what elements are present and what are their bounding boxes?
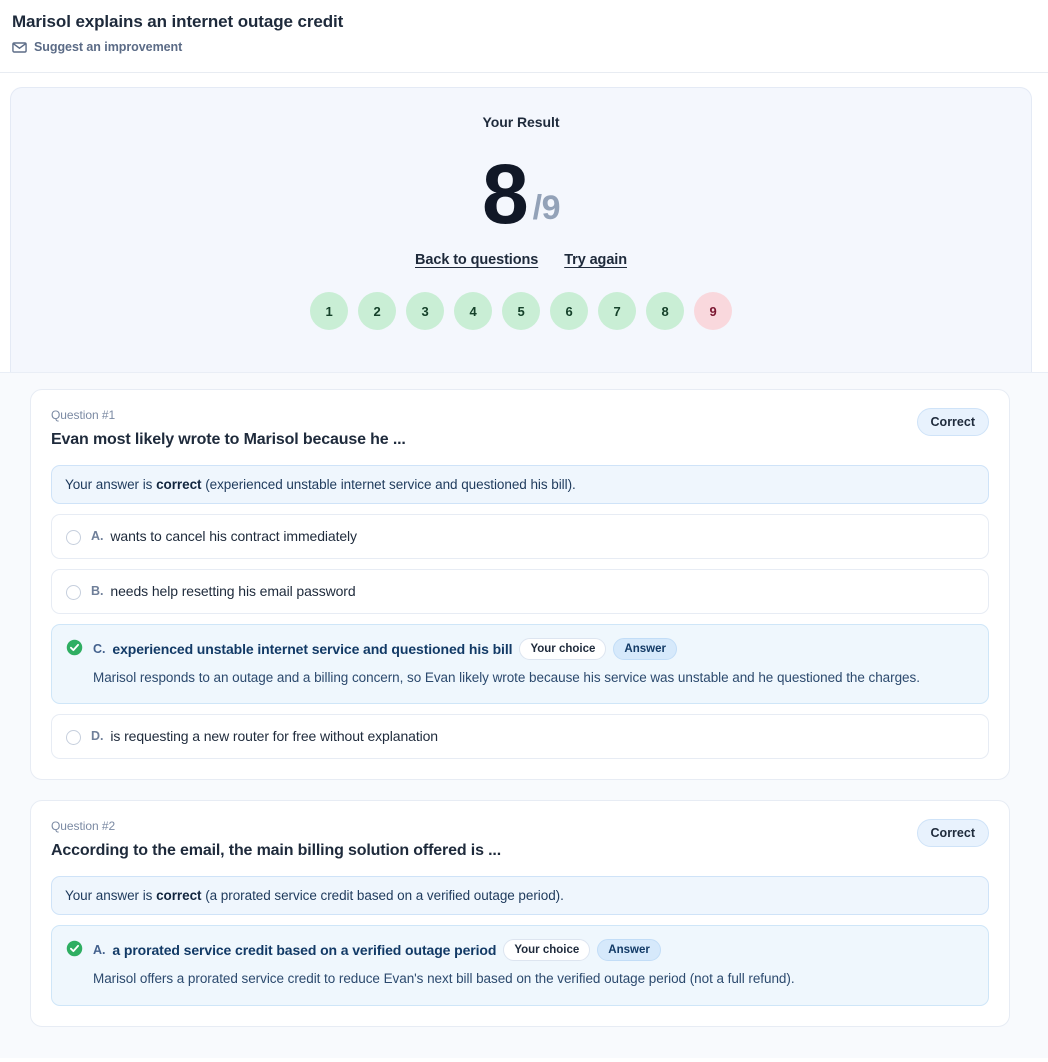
answer-option-text: experienced unstable internet service and questioned his bill	[112, 641, 513, 657]
answer-option-line	[93, 939, 974, 961]
mail-icon	[12, 40, 27, 55]
status-badge[interactable]: Correct	[917, 819, 989, 847]
questions-area	[0, 372, 1048, 1058]
result-panel	[10, 87, 1032, 372]
answer-option-body	[93, 638, 974, 688]
answer-option-line	[91, 728, 974, 744]
question-card	[30, 389, 1010, 780]
question-pill-9[interactable]: 9	[694, 292, 732, 330]
answer-option-letter: D.	[91, 729, 104, 744]
question-heading-group	[51, 408, 406, 449]
status-badge[interactable]: Correct	[917, 408, 989, 436]
question-pill-3[interactable]: 3	[406, 292, 444, 330]
feedback-suffix: (a prorated service credit based on a verified outage period).	[201, 888, 564, 904]
question-card	[30, 800, 1010, 1026]
page-title: Marisol explains an internet outage credit	[12, 12, 344, 31]
answer-option-body	[91, 728, 974, 744]
answer-option[interactable]	[51, 569, 989, 614]
page-header	[0, 0, 1048, 73]
answer-option-line	[91, 583, 974, 599]
answer-option-text: a prorated service credit based on a verified outage period	[112, 942, 497, 959]
question-number: Question #1	[51, 408, 116, 422]
answer-option-text: needs help resetting his email password	[110, 583, 356, 599]
score-value: 8	[481, 147, 527, 242]
question-header	[51, 408, 989, 449]
check-circle-icon	[66, 639, 83, 656]
result-label: Your Result	[482, 114, 560, 130]
question-pill-7[interactable]: 7	[598, 292, 636, 330]
feedback-suffix: (experienced unstable internet service and questioned his bill).	[201, 477, 576, 492]
answer-option-letter: A.	[93, 943, 106, 958]
question-pill-2[interactable]: 2	[358, 292, 396, 330]
question-pill-row	[11, 292, 1031, 330]
answer-feedback	[51, 465, 989, 504]
question-pill-8[interactable]: 8	[646, 292, 684, 330]
answer-feedback	[51, 876, 989, 915]
answer-option-line	[91, 528, 974, 544]
check-circle-icon	[66, 940, 83, 957]
result-actions	[11, 252, 1031, 268]
radio-button[interactable]	[66, 585, 81, 600]
try-again-link[interactable]: Try again	[564, 252, 627, 268]
feedback-status-word: correct	[156, 888, 202, 904]
answer-option-body	[91, 583, 974, 599]
answer-tag[interactable]: Answer	[597, 939, 661, 961]
question-header	[51, 819, 989, 860]
feedback-prefix: Your answer is	[65, 477, 157, 492]
radio-button[interactable]	[66, 530, 81, 545]
your-choice-tag[interactable]: Your choice	[519, 638, 606, 660]
answer-option-letter: C.	[93, 642, 106, 656]
answer-option-text: is requesting a new router for free without explanation	[110, 728, 438, 745]
question-number: Question #2	[51, 819, 116, 834]
answer-explanation: Marisol responds to an outage and a billing concern, so Evan likely wrote because his service was unstable and he questioned the charges.	[93, 670, 920, 685]
suggest-improvement-label: Suggest an improvement	[34, 39, 183, 54]
score-total: /9	[532, 189, 561, 227]
question-heading-group	[51, 819, 501, 860]
question-pill-5[interactable]: 5	[502, 292, 540, 330]
your-choice-tag[interactable]: Your choice	[503, 939, 590, 961]
answer-tag[interactable]: Answer	[613, 638, 677, 660]
answer-option[interactable]	[51, 714, 989, 759]
question-title: According to the email, the main billing solution offered is ...	[51, 842, 501, 860]
feedback-status-word: correct	[156, 477, 202, 492]
answer-option[interactable]	[51, 514, 989, 559]
feedback-prefix: Your answer is	[65, 888, 157, 904]
answer-option-body	[91, 528, 974, 544]
answer-option-body	[93, 939, 974, 989]
answer-option-letter: A.	[91, 529, 104, 543]
answer-option-letter: B.	[91, 584, 104, 598]
answer-option-text: wants to cancel his contract immediately	[110, 528, 357, 544]
suggest-improvement-link[interactable]	[12, 39, 1048, 54]
question-title: Evan most likely wrote to Marisol because he ...	[51, 431, 406, 448]
question-pill-6[interactable]: 6	[550, 292, 588, 330]
answer-option-line	[93, 638, 974, 660]
question-pill-4[interactable]: 4	[454, 292, 492, 330]
question-pill-1[interactable]: 1	[310, 292, 348, 330]
radio-button[interactable]	[66, 730, 81, 745]
score-display	[11, 144, 1031, 242]
answer-explanation: Marisol offers a prorated service credit to reduce Evan's next bill based on the verified outage period (not a full refund).	[93, 971, 795, 987]
answer-option[interactable]	[51, 624, 989, 704]
answer-option[interactable]	[51, 925, 989, 1005]
back-to-questions-link[interactable]: Back to questions	[415, 252, 539, 268]
